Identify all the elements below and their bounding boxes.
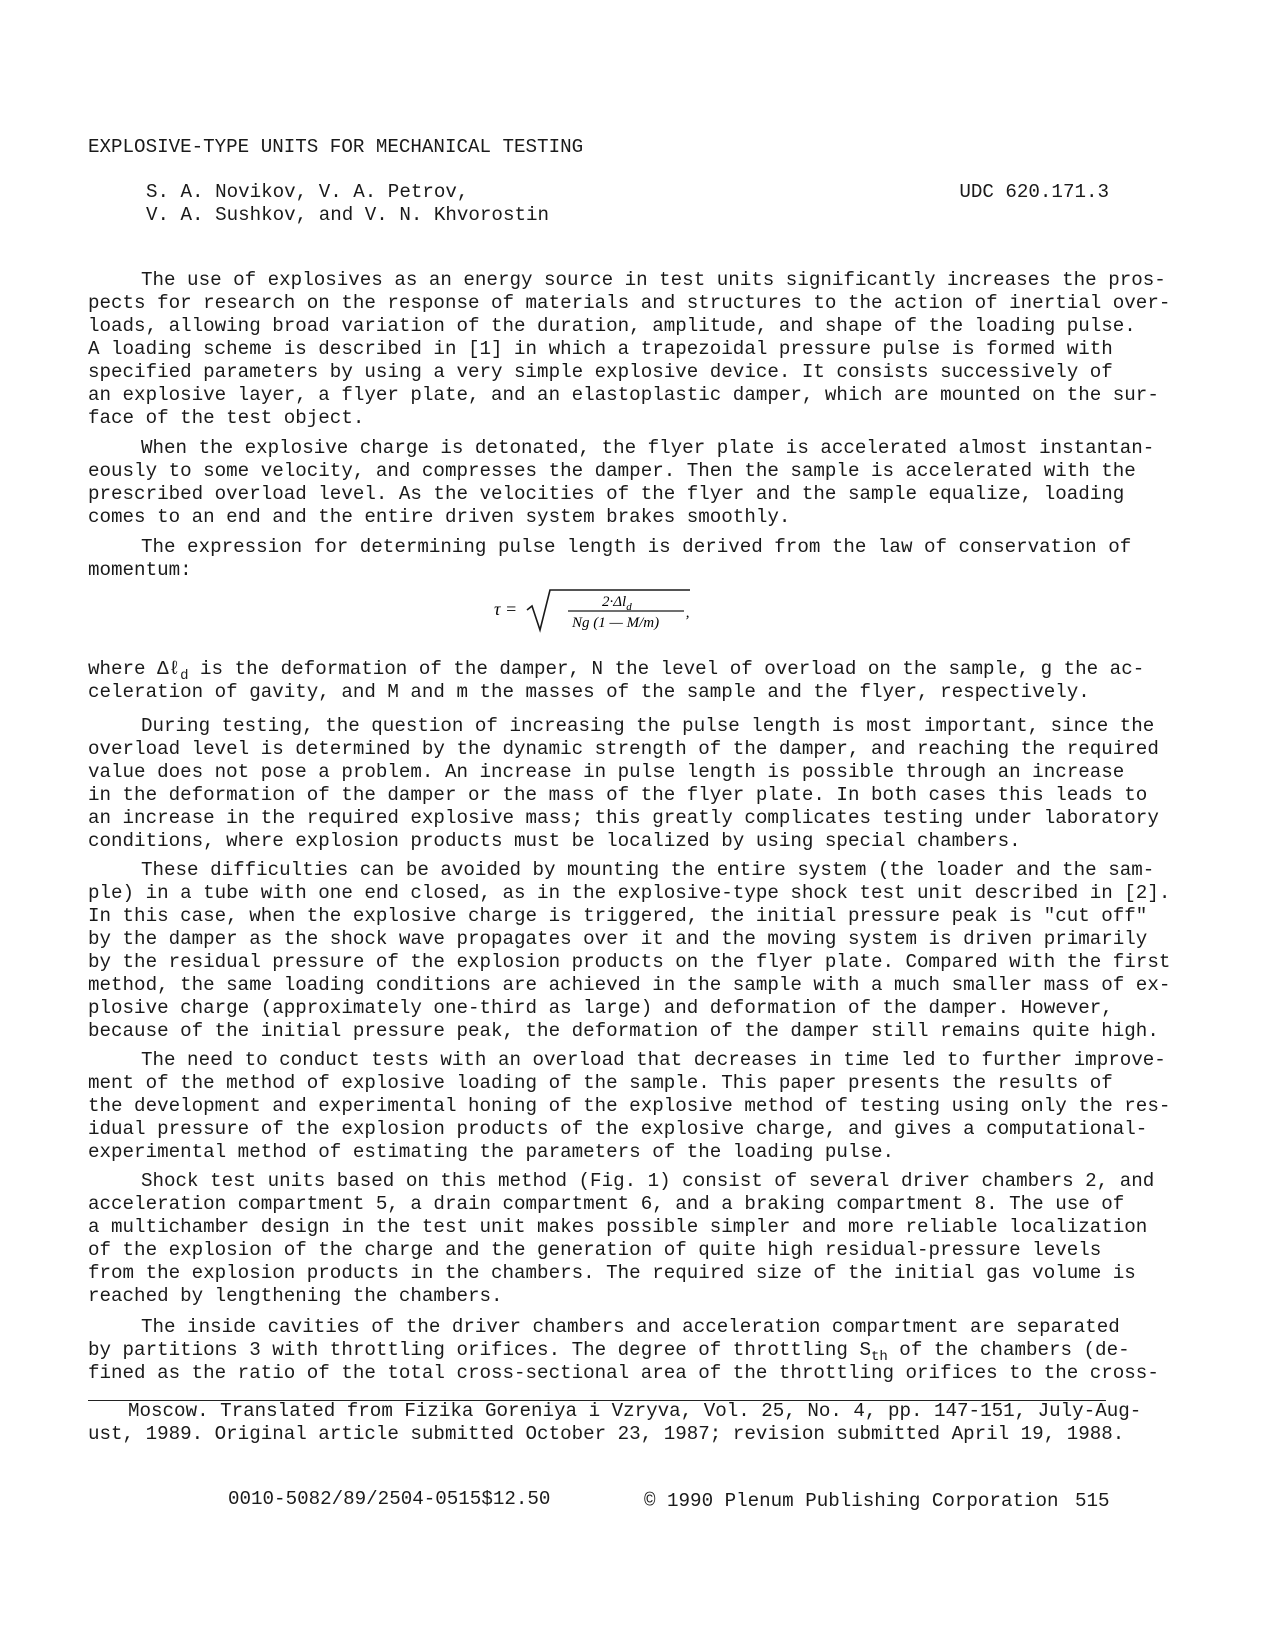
text-line: a multichamber design in the test unit makes possible simpler and more reliable localization (88, 1216, 1148, 1238)
author-line: V. A. Sushkov, and V. N. Khvorostin (146, 204, 550, 226)
text-line: where Δℓ$_d$ is the deformation of the damper, N the level of overload on the sample, g the ac- (88, 658, 1145, 684)
text-line: In this case, when the explosive charge is triggered, the initial pressure peak is "cut off" (88, 905, 1148, 927)
text-line: fined as the ratio of the total cross-sectional area of the throttling orifices to the cross- (88, 1362, 1159, 1384)
text-line: by partitions 3 with throttling orifices. The degree of throttling $S_{th}$ of the chambers (de- (88, 1339, 1130, 1365)
text-line: by the residual pressure of the explosion products on the flyer plate. Compared with the first (88, 951, 1171, 973)
text-line: During testing, the question of increasing the pulse length is most important, since the (141, 715, 1155, 737)
text-line: by the damper as the shock wave propagates over it and the moving system is driven primarily (88, 928, 1148, 950)
text-line: idual pressure of the explosion products of the explosive charge, and gives a computational- (88, 1118, 1148, 1140)
text-line: in the deformation of the damper or the mass of the flyer plate. In both cases this leads to (88, 784, 1148, 806)
text-line: comes to an end and the entire driven system brakes smoothly. (88, 506, 791, 528)
copyright-notice: © 1990 Plenum Publishing Corporation (644, 1490, 1059, 1512)
text-line: value does not pose a problem. An increase in pulse length is possible through an increase (88, 761, 1125, 783)
paragraph-5 (88, 715, 1159, 853)
paragraph-1 (88, 269, 1171, 430)
udc-code: UDC 620.171.3 (959, 181, 1109, 203)
text-line: A loading scheme is described in [1] in which a trapezoidal pressure pulse is formed with (88, 338, 1113, 360)
author-line: S. A. Novikov, V. A. Petrov, (146, 181, 469, 203)
footnote-line: ust, 1989. Original article submitted October 23, 1987; revision submitted April 19, 1988. (88, 1423, 1125, 1445)
text-line: method, the same loading conditions are achieved in the sample with a much smaller mass of ex- (88, 974, 1171, 996)
text-line: The need to conduct tests with an overload that decreases in time led to further improve- (141, 1049, 1166, 1071)
formula-graphic (494, 584, 704, 640)
formula-denominator: Ng (1 — M/m) (572, 615, 660, 631)
text-line: When the explosive charge is detonated, the flyer plate is accelerated almost instantan- (141, 437, 1155, 459)
text-line: momentum: (88, 559, 192, 581)
text-line: specified parameters by using a very simple explosive device. It consists successively of (88, 361, 1113, 383)
formula-comma: ’ (684, 613, 689, 629)
text-line: These difficulties can be avoided by mounting the entire system (the loader and the sam- (141, 859, 1155, 881)
text-line: experimental method of estimating the parameters of the loading pulse. (88, 1141, 895, 1163)
paragraph-4 (88, 658, 1145, 704)
paragraph-9 (88, 1316, 1159, 1385)
text-line: ple) in a tube with one end closed, as in the explosive-type shock test unit described in [2]. (88, 882, 1171, 904)
footnote-line: Moscow. Translated from Fizika Goreniya i Vzryva, Vol. 25, No. 4, pp. 147-151, July-Aug- (128, 1400, 1142, 1422)
text-line: conditions, where explosion products must be localized by using special chambers. (88, 830, 1021, 852)
author-list (146, 181, 549, 227)
paragraph-3 (88, 536, 1132, 582)
pulse-length-formula (494, 584, 704, 640)
article-title: EXPLOSIVE-TYPE UNITS FOR MECHANICAL TESTING (88, 136, 584, 158)
text-line: of the explosion of the charge and the generation of quite high residual-pressure levels (88, 1239, 1102, 1261)
text-line: from the explosion products in the chambers. The required size of the initial gas volume is (88, 1262, 1136, 1284)
formula-numerator: $2\cdot\Delta l_d$ (602, 594, 632, 613)
text-line: eously to some velocity, and compresses the damper. Then the sample is accelerated with the (88, 460, 1136, 482)
text-line: face of the test object. (88, 407, 365, 429)
text-line: prescribed overload level. As the velocities of the flyer and the sample equalize, loading (88, 483, 1125, 505)
text-line: loads, allowing broad variation of the duration, amplitude, and shape of the loading pulse. (88, 315, 1136, 337)
text-line: plosive charge (approximately one-third as large) and deformation of the damper. However, (88, 997, 1113, 1019)
text-line: celeration of gavity, and M and m the masses of the sample and the flyer, respectively. (88, 681, 1090, 703)
text-line: pects for research on the response of materials and structures to the action of inertial over- (88, 292, 1171, 314)
formula-lhs: τ = (494, 599, 518, 619)
paragraph-8 (88, 1170, 1155, 1308)
text-line: reached by lengthening the chambers. (88, 1285, 503, 1307)
text-line: the development and experimental honing of the explosive method of testing using only the res- (88, 1095, 1171, 1117)
page-number: 515 (1075, 1490, 1110, 1512)
text-line: The expression for determining pulse length is derived from the law of conservation of (141, 536, 1132, 558)
text-line: acceleration compartment 5, a drain compartment 6, and a braking compartment 8. The use of (88, 1193, 1125, 1215)
footnote (88, 1400, 1141, 1446)
text-line: an explosive layer, a flyer plate, and an elastoplastic damper, which are mounted on the sur- (88, 384, 1159, 406)
text-line: Shock test units based on this method (Fig. 1) consist of several driver chambers 2, and (141, 1170, 1155, 1192)
article-code: 0010-5082/89/2504-0515$12.50 (228, 1488, 551, 1510)
text-line: The use of explosives as an energy source in test units significantly increases the pros- (141, 269, 1166, 291)
text-line: ment of the method of explosive loading of the sample. This paper presents the results of (88, 1072, 1113, 1094)
paragraph-7 (88, 1049, 1171, 1164)
text-line: overload level is determined by the dynamic strength of the damper, and reaching the required (88, 738, 1159, 760)
text-line: The inside cavities of the driver chambers and acceleration compartment are separated (141, 1316, 1120, 1338)
paragraph-6 (88, 859, 1171, 1043)
text-line: an increase in the required explosive mass; this greatly complicates testing under laboratory (88, 807, 1159, 829)
paragraph-2 (88, 437, 1155, 529)
text-line: because of the initial pressure peak, the deformation of the damper still remains quite high. (88, 1020, 1159, 1042)
